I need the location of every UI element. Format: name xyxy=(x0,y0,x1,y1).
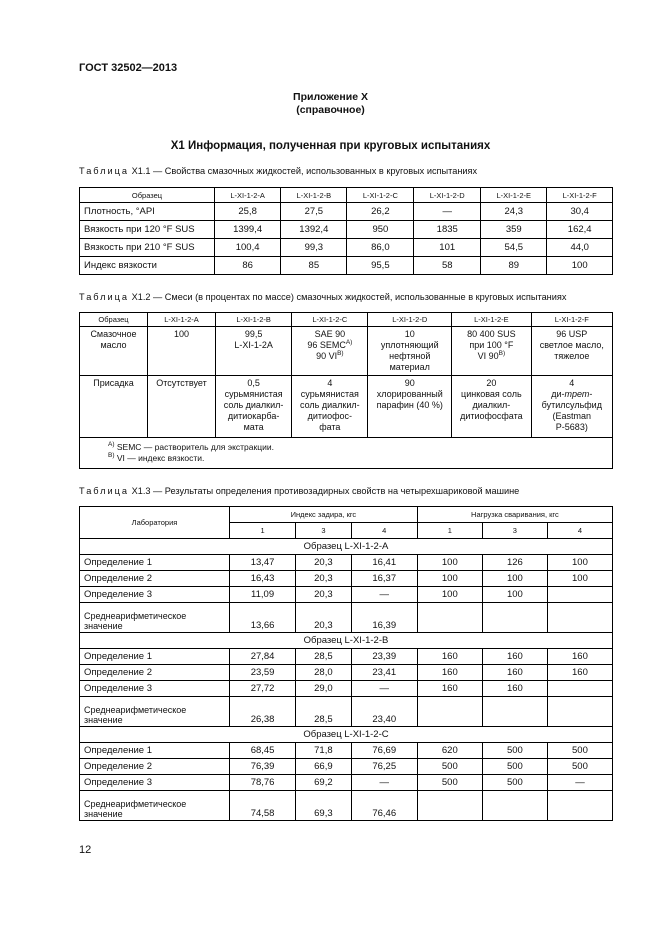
cell: 160 xyxy=(547,649,612,665)
cell: 99,3 xyxy=(281,239,347,257)
text-line: соль диалкил- xyxy=(300,400,360,410)
header-cell: L-XI-1-2-C xyxy=(292,313,368,327)
text-line: диалкил- xyxy=(472,400,511,410)
text-line: значение xyxy=(84,809,123,819)
table-row xyxy=(80,555,613,571)
header-cell: L-XI-1-2-D xyxy=(414,188,481,203)
footnote-ref: B) xyxy=(498,350,506,357)
table2-caption xyxy=(79,292,566,302)
average-cell: 69,3 xyxy=(296,791,351,821)
row-label: Определение 3 xyxy=(80,587,230,603)
footnote-mark: B) xyxy=(108,452,115,460)
cell xyxy=(368,327,452,376)
row-label: Присадка xyxy=(80,376,148,438)
cell xyxy=(216,327,292,376)
cell: 500 xyxy=(482,759,547,775)
text-line: 80 400 SUS xyxy=(467,329,516,339)
cell: 16,41 xyxy=(351,555,417,571)
cell: 20,3 xyxy=(296,555,351,571)
cell: 26,2 xyxy=(347,203,414,221)
cell: 78,76 xyxy=(230,775,296,791)
average-cell xyxy=(547,697,612,727)
cell: 500 xyxy=(417,759,482,775)
average-label xyxy=(80,791,230,821)
table-row xyxy=(80,203,613,221)
cell: 126 xyxy=(482,555,547,571)
text-line: 10 xyxy=(404,329,415,339)
note-text: SEMC — растворитель для экстракции. xyxy=(114,442,274,452)
cell: 160 xyxy=(417,665,482,681)
row-label: Индекс вязкости xyxy=(80,257,215,275)
header-cell: L-XI-1-2-F xyxy=(531,313,612,327)
average-row xyxy=(80,603,613,633)
text-line: 96 USP xyxy=(556,329,588,339)
text-line: значение xyxy=(84,621,123,631)
text-line: нефтяной xyxy=(389,351,431,361)
header-cell: L-XI-1-2-B xyxy=(281,188,347,203)
average-row xyxy=(80,697,613,727)
table1-header-row xyxy=(80,188,613,203)
subheader-cell: 1 xyxy=(417,523,482,539)
cell xyxy=(452,327,532,376)
average-cell: 26,38 xyxy=(230,697,296,727)
header-wear-index: Индекс задира, кгс xyxy=(230,507,418,523)
cell: — xyxy=(547,775,612,791)
text-line: дитиофосфата xyxy=(460,411,523,421)
text-line: Среднеарифметическое xyxy=(84,799,187,809)
cell: 54,5 xyxy=(481,239,547,257)
cell: 23,41 xyxy=(351,665,417,681)
cell: 28,5 xyxy=(296,649,351,665)
text-line: 4 xyxy=(327,378,333,388)
cell: 162,4 xyxy=(547,221,613,239)
text-line: хлорированный xyxy=(376,389,443,399)
cell: 95,5 xyxy=(347,257,414,275)
header-cell: L-XI-1-2-A xyxy=(148,313,216,327)
row-label: Определение 3 xyxy=(80,681,230,697)
cell: 86,0 xyxy=(347,239,414,257)
average-cell: 13,66 xyxy=(230,603,296,633)
cell: 100 xyxy=(148,327,216,376)
text-line: фата xyxy=(319,422,341,432)
text-line: 90 xyxy=(404,378,415,388)
cell: — xyxy=(414,203,481,221)
footnote-ref: A) xyxy=(345,339,353,346)
cell: — xyxy=(351,587,417,603)
text-line: светлое масло, xyxy=(539,340,604,350)
subheader-cell: 1 xyxy=(230,523,296,539)
text-line: при 100 °F xyxy=(469,340,514,350)
cell: 20,3 xyxy=(296,587,351,603)
table3-header-row xyxy=(80,507,613,523)
row-label: Определение 2 xyxy=(80,571,230,587)
cell: 160 xyxy=(417,649,482,665)
cell: 1392,4 xyxy=(281,221,347,239)
row-label: Определение 3 xyxy=(80,775,230,791)
table-row xyxy=(80,221,613,239)
row-label: Определение 2 xyxy=(80,759,230,775)
subheader-cell: 4 xyxy=(547,523,612,539)
text-line xyxy=(296,340,363,351)
cell xyxy=(292,376,368,438)
cell: 500 xyxy=(417,775,482,791)
text-line: Смазочное xyxy=(90,329,137,339)
table-row xyxy=(80,587,613,603)
text-line: цинковая соль xyxy=(461,389,522,399)
cell: 100 xyxy=(482,571,547,587)
cell: 66,9 xyxy=(296,759,351,775)
cell: 100 xyxy=(417,587,482,603)
cell: 100 xyxy=(417,555,482,571)
text-line: сурьмянистая xyxy=(224,389,283,399)
average-cell xyxy=(547,791,612,821)
cell: 160 xyxy=(547,665,612,681)
average-cell xyxy=(482,697,547,727)
row-label: Вязкость при 210 °F SUS xyxy=(80,239,215,257)
cell: 100 xyxy=(547,571,612,587)
text-line: 99,5 xyxy=(244,329,263,339)
cell: 25,8 xyxy=(215,203,281,221)
group-title: Образец L-XI-1-2-A xyxy=(80,539,613,555)
text-line: тяжелое xyxy=(554,351,590,361)
page-number: 12 xyxy=(79,844,92,856)
cell: 160 xyxy=(482,681,547,697)
cell xyxy=(368,376,452,438)
text: ди- xyxy=(551,389,565,399)
appendix-subtitle: (справочное) xyxy=(296,104,365,116)
group-title: Образец L-XI-1-2-C xyxy=(80,727,613,743)
cell: 100 xyxy=(417,571,482,587)
caption-text: Х1.2 — Смеси (в процентах по массе) смазочных жидкостей, использованные в круговых испытаниях xyxy=(129,292,567,302)
cell: 359 xyxy=(481,221,547,239)
text-line: L-XI-1-2А xyxy=(234,340,273,350)
text-line xyxy=(456,351,527,362)
cell: 58 xyxy=(414,257,481,275)
text: - xyxy=(589,389,593,399)
table-row xyxy=(80,743,613,759)
cell: 100 xyxy=(547,555,612,571)
text-line: значение xyxy=(84,715,123,725)
average-label xyxy=(80,697,230,727)
text: 96 SEMC xyxy=(307,340,346,350)
cell: 160 xyxy=(482,665,547,681)
cell: 1835 xyxy=(414,221,481,239)
document-header: ГОСТ 32502—2013 xyxy=(79,62,178,74)
row-label xyxy=(80,327,148,376)
cell: 620 xyxy=(417,743,482,759)
subheader-cell: 3 xyxy=(296,523,351,539)
cell: Отсутствует xyxy=(148,376,216,438)
cell xyxy=(452,376,532,438)
table-row xyxy=(80,665,613,681)
group-header-row xyxy=(80,633,613,649)
cell xyxy=(531,327,612,376)
caption-text: Х1.1 — Свойства смазочных жидкостей, использованных в круговых испытаниях xyxy=(129,166,478,176)
cell: 100 xyxy=(482,587,547,603)
table-row xyxy=(80,239,613,257)
cell xyxy=(547,681,612,697)
row-label: Определение 1 xyxy=(80,555,230,571)
text-line: Среднеарифметическое xyxy=(84,705,187,715)
table2-notes-row xyxy=(80,438,613,469)
cell: 76,69 xyxy=(351,743,417,759)
text-line: материал xyxy=(389,362,430,372)
cell: — xyxy=(351,681,417,697)
footnote-mark: A) xyxy=(108,441,115,449)
average-cell xyxy=(417,603,482,633)
footnote-ref: B) xyxy=(337,350,344,357)
text-line: мата xyxy=(243,422,264,432)
cell xyxy=(292,327,368,376)
cell: 85 xyxy=(281,257,347,275)
cell: 68,45 xyxy=(230,743,296,759)
cell: 160 xyxy=(417,681,482,697)
row-label: Плотность, °API xyxy=(80,203,215,221)
text-line: сурьмянистая xyxy=(300,389,359,399)
table-row xyxy=(80,257,613,275)
row-label: Определение 1 xyxy=(80,649,230,665)
text-line: SAE 90 xyxy=(314,329,346,339)
note-b xyxy=(108,453,608,464)
cell: 69,2 xyxy=(296,775,351,791)
text-line xyxy=(536,389,608,400)
cell: 28,0 xyxy=(296,665,351,681)
table-row xyxy=(80,571,613,587)
cell: 89 xyxy=(481,257,547,275)
average-cell: 76,46 xyxy=(351,791,417,821)
average-cell: 16,39 xyxy=(351,603,417,633)
cell: — xyxy=(351,775,417,791)
cell: 1399,4 xyxy=(215,221,281,239)
header-cell: L-XI-1-2-F xyxy=(547,188,613,203)
table-row xyxy=(80,775,613,791)
text-line: бутилсульфид xyxy=(541,400,602,410)
text-line: парафин (40 %) xyxy=(376,400,443,410)
subheader-cell: 4 xyxy=(351,523,417,539)
cell xyxy=(547,587,612,603)
header-cell: L-XI-1-2-E xyxy=(452,313,532,327)
table-notes xyxy=(80,438,613,469)
average-cell: 23,40 xyxy=(351,697,417,727)
text-line: 20 xyxy=(486,378,497,388)
header-cell: L-XI-1-2-D xyxy=(368,313,452,327)
average-cell xyxy=(482,791,547,821)
header-cell: L-XI-1-2-E xyxy=(481,188,547,203)
average-cell: 74,58 xyxy=(230,791,296,821)
text-line: 0,5 xyxy=(247,378,260,388)
group-header-row xyxy=(80,539,613,555)
text-line: дитиокарба- xyxy=(227,411,280,421)
row-label: Определение 1 xyxy=(80,743,230,759)
cell: 29,0 xyxy=(296,681,351,697)
cell: 44,0 xyxy=(547,239,613,257)
cell xyxy=(216,376,292,438)
group-header-row xyxy=(80,727,613,743)
cell: 11,09 xyxy=(230,587,296,603)
header-weld-load: Нагрузка сваривания, кгс xyxy=(417,507,612,523)
text: 90 VI xyxy=(316,351,338,361)
header-cell: L-XI-1-2-B xyxy=(216,313,292,327)
header-lab: Лаборатория xyxy=(80,507,230,539)
cell: 500 xyxy=(482,743,547,759)
cell: 13,47 xyxy=(230,555,296,571)
cell: 160 xyxy=(482,649,547,665)
cell: 27,84 xyxy=(230,649,296,665)
cell: 500 xyxy=(547,743,612,759)
text-line: масло xyxy=(100,340,127,350)
group-title: Образец L-XI-1-2-B xyxy=(80,633,613,649)
cell: 76,39 xyxy=(230,759,296,775)
average-label xyxy=(80,603,230,633)
cell: 16,43 xyxy=(230,571,296,587)
cell: 23,39 xyxy=(351,649,417,665)
caption-prefix: Таблица xyxy=(79,292,130,302)
section-title: Х1 Информация, полученная при круговых испытаниях xyxy=(170,140,491,152)
text: VI 90 xyxy=(477,351,499,361)
table1 xyxy=(79,187,613,275)
table2 xyxy=(79,312,613,469)
table3 xyxy=(79,506,613,821)
average-row xyxy=(80,791,613,821)
text-line: P-5683) xyxy=(555,422,588,432)
text-line: уплотняющий xyxy=(380,340,439,350)
cell: 23,59 xyxy=(230,665,296,681)
cell: 30,4 xyxy=(547,203,613,221)
caption-text: Х1.3 — Результаты определения противозадирных свойств на четырехшариковой машине xyxy=(129,486,520,496)
caption-prefix: Таблица xyxy=(79,486,130,496)
row-label: Вязкость при 120 °F SUS xyxy=(80,221,215,239)
cell: 500 xyxy=(482,775,547,791)
note-a xyxy=(108,442,608,453)
italic-text: трет xyxy=(564,389,590,399)
average-cell xyxy=(482,603,547,633)
row-label: Определение 2 xyxy=(80,665,230,681)
cell: 20,3 xyxy=(296,571,351,587)
cell: 101 xyxy=(414,239,481,257)
cell: 950 xyxy=(347,221,414,239)
average-cell xyxy=(547,603,612,633)
cell: 100 xyxy=(547,257,613,275)
cell: 86 xyxy=(215,257,281,275)
header-cell: Образец xyxy=(80,188,215,203)
average-cell xyxy=(417,697,482,727)
table-row xyxy=(80,376,613,438)
text-line xyxy=(296,351,363,362)
table3-caption xyxy=(79,486,519,496)
average-cell: 20,3 xyxy=(296,603,351,633)
subheader-cell: 3 xyxy=(482,523,547,539)
header-cell: L-XI-1-2-A xyxy=(215,188,281,203)
caption-prefix: Таблица xyxy=(79,166,130,176)
cell: 100,4 xyxy=(215,239,281,257)
table-row xyxy=(80,649,613,665)
table-row xyxy=(80,759,613,775)
text-line: дитиофос- xyxy=(307,411,352,421)
cell: 76,25 xyxy=(351,759,417,775)
text-line: соль диалкил- xyxy=(223,400,284,410)
cell: 71,8 xyxy=(296,743,351,759)
table-row xyxy=(80,681,613,697)
cell: 27,5 xyxy=(281,203,347,221)
note-text: VI — индекс вязкости. xyxy=(114,453,205,463)
appendix-title-line: Приложение Х xyxy=(293,91,368,103)
header-cell: L-XI-1-2-C xyxy=(347,188,414,203)
table2-header-row xyxy=(80,313,613,327)
table-row xyxy=(80,327,613,376)
average-cell xyxy=(417,791,482,821)
average-cell: 28,5 xyxy=(296,697,351,727)
text-line: (Eastman xyxy=(552,411,592,421)
cell: 27,72 xyxy=(230,681,296,697)
cell xyxy=(531,376,612,438)
text-line: Среднеарифметическое xyxy=(84,611,187,621)
cell: 24,3 xyxy=(481,203,547,221)
table1-caption xyxy=(79,166,477,176)
appendix-title xyxy=(0,91,661,117)
header-cell: Образец xyxy=(80,313,148,327)
text-line: 4 xyxy=(569,378,575,388)
cell: 500 xyxy=(547,759,612,775)
cell: 16,37 xyxy=(351,571,417,587)
